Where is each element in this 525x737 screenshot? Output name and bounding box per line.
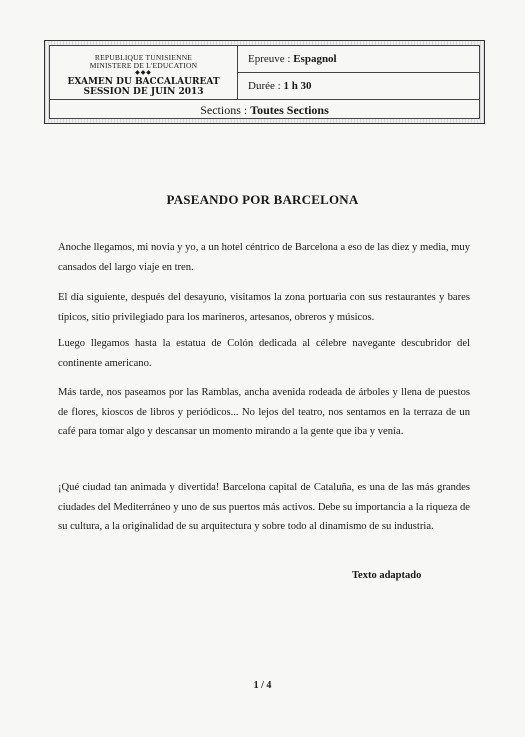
paragraph-2: El día siguiente, después del desayuno, visitamos la zona portuaria con sus restaurantes y bares típicos, sitio privilegiado para los marineros, artesanos, obreros y músicos. [58, 292, 470, 323]
exam-name: EXAMEN DU BACCALAUREAT [67, 77, 220, 87]
duree-row [238, 73, 479, 100]
sections-label: Sections : [200, 103, 251, 117]
epreuve-value: Espagnol [293, 53, 337, 65]
duree-label: Durée : [248, 80, 284, 92]
duree-value: 1 h 30 [283, 80, 312, 92]
sections-value: Toutes Sections [250, 103, 329, 117]
ornament-diamonds: ◆◆◆ [135, 70, 152, 76]
text-source: Texto adaptado [352, 570, 422, 581]
session-name: SESSION DE JUIN 2013 [83, 87, 204, 97]
page-number: 1 / 4 [253, 680, 272, 691]
document-title: PASEANDO POR BARCELONA [166, 192, 359, 207]
exam-header [44, 40, 485, 124]
paragraph-5: ¡Qué ciudad tan animada y divertida! Barcelona capital de Cataluña, es una de las más grandes ciudades del Mediterráneo y uno de sus puertos más activos. Debe su importancia a la riqueza de su cultura, a la originalidad de su arquitectura y sobre todo al dinamismo de su industria. [58, 482, 470, 532]
paragraph-1: Anoche llegamos, mi novia y yo, a un hotel céntrico de Barcelona a eso de las diez y media, muy cansados del largo viaje en tren. [58, 242, 470, 273]
exam-info-block [238, 46, 479, 100]
epreuve-label: Epreuve : [248, 53, 294, 65]
paragraph-3: Luego llegamos hasta la estatua de Colón dedicada al célebre navegante descubridor del continente americano. [58, 338, 470, 369]
sections-row [50, 100, 479, 118]
paragraph-4: Más tarde, nos paseamos por las Ramblas, ancha avenida rodeada de árboles y llena de puestos de flores, kioscos de libros y periódicos... No lejos del teatro, nos sentamos en la terraza de un café para tomar algo y descansar un momento mirando a la gente que iba y venía. [58, 387, 470, 437]
epreuve-row [238, 46, 479, 73]
header-inner-box [49, 45, 480, 119]
institution-block [50, 46, 238, 100]
ministry-name: MINISTERE DE L'EDUCATION [89, 61, 198, 70]
country-name: REPUBLIQUE TUNISIENNE [94, 53, 193, 62]
